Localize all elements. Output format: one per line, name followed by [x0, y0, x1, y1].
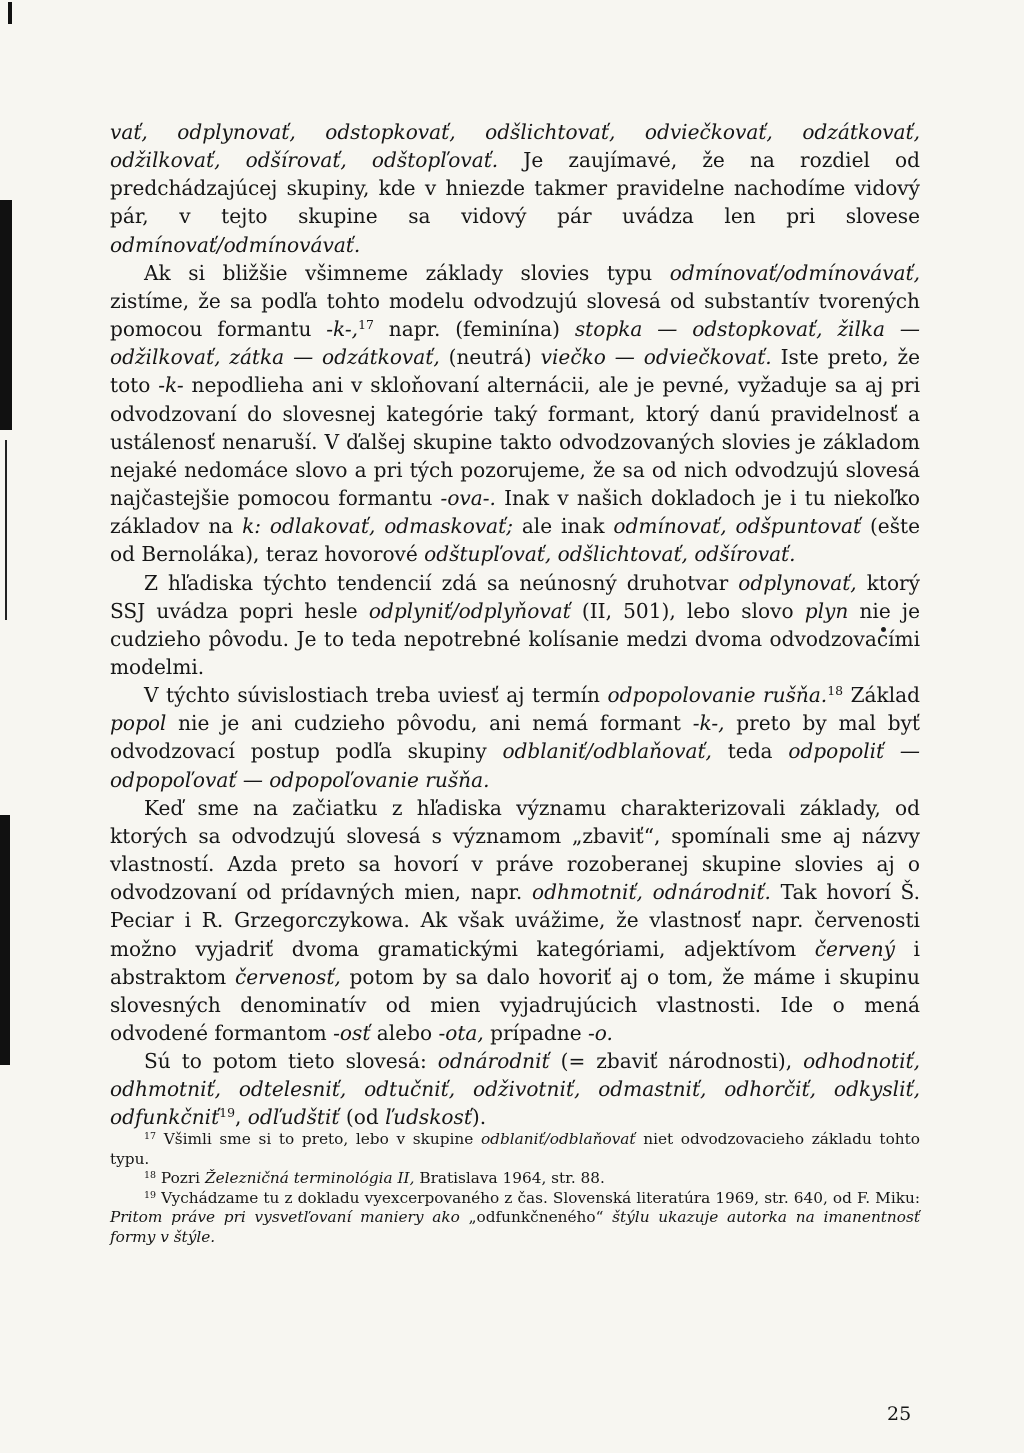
text-run: Sú to potom tieto slovesá:	[144, 1049, 438, 1074]
text-run: ale inak	[512, 514, 614, 539]
text-run: ,	[235, 1105, 248, 1130]
text-run: nepodlieha ani v skloňovaní alternácii, ale je pevné, vyžaduje sa aj pri odvodzovaní do slovesnej kategórie taký formant, ktorý danú pravidelnosť a ustálenosť nenaruší. V ďalšej skupine takto odvodzovaných slovies je základom nejaké nedomáce slovo a pri tých pozorujeme, že sa od nich odvodzujú slovesá najčastejšie pomocou formantu	[110, 373, 920, 511]
text-run: prípadne	[483, 1021, 589, 1045]
text-run: Bratislava 1964, str. 88.	[414, 1169, 605, 1188]
text-run: ktorý SSJ uvádza popri hesle	[110, 570, 921, 623]
footnote	[110, 1130, 920, 1169]
paragraph	[110, 681, 920, 794]
italic-term: odmínovať/odmínovávať,	[669, 260, 920, 285]
italic-term: -ota,	[438, 1021, 484, 1045]
text-run: (ešte od Bernoláka), teraz hovorové	[110, 514, 920, 567]
italic-term: odmínovať, odšpuntovať	[613, 514, 862, 539]
text-run: teda	[711, 739, 789, 764]
italic-term: odblaniť/odblaňovať,	[502, 739, 712, 764]
text-run: Inak v našich dokladoch je i tu niekoľko základov na	[110, 486, 920, 539]
italic-term: -o.	[588, 1021, 613, 1045]
paragraph	[110, 259, 920, 569]
footnote-ref: 17	[144, 1130, 157, 1142]
italic-term: viečko — odviečkovať.	[540, 345, 772, 370]
italic-term: odplynovať,	[738, 570, 857, 595]
text-run: (od	[339, 1105, 386, 1130]
italic-term: -ova-.	[440, 486, 496, 511]
footnote	[110, 1189, 920, 1248]
text-run: nie je ani cudzieho pôvodu, ani nemá formant	[166, 711, 693, 736]
italic-term: popol	[110, 711, 167, 736]
italic-term: plyn	[804, 598, 849, 623]
italic-term: -k-	[158, 373, 184, 398]
text-run: Pozri	[156, 1169, 205, 1188]
italic-term: odhodnotiť, odhmotniť, odtelesniť, odtučniť, odživotniť, odmastniť, odhorčiť, odkysliť, odfunkčniť	[110, 1049, 920, 1130]
text-run: alebo	[370, 1021, 439, 1045]
text-run: Základ	[843, 683, 920, 708]
scan-edge-mark-top	[0, 200, 12, 430]
paragraph	[110, 1047, 920, 1131]
text-run: Keď sme na začiatku z hľadiska významu charakterizovali základy, od ktorých sa odvodzujú slovesá s významom „zbaviť“, spomínali sme aj názvy vlastností. Azda preto sa hovorí v práve rozoberanej skupine slovies aj o odvodzovaní od prídavných mien, napr.	[110, 795, 920, 905]
italic-term: odpopoliť — odpopoľovať — odpopoľovanie rušňa.	[110, 739, 920, 792]
footnote-ref: 19	[219, 1105, 236, 1121]
text-run: potom by sa dalo hovoriť aj o tom, že máme i skupinu slovesných denominatív od mien vyjadrujúcich vlastnosti. Ide o mená odvodené formantom	[110, 964, 920, 1045]
italic-term: odblaniť/odblaňovať	[480, 1130, 636, 1148]
text-run: „odfunkčneného“	[459, 1208, 613, 1227]
italic-term: odštupľovať, odšlichtovať, odšírovať.	[424, 542, 796, 567]
text-run: (= zbaviť národnosti),	[549, 1049, 804, 1074]
italic-term: vať, odplynovať, odstopkovať, odšlichtovať, odviečkovať, odzátkovať, odžilkovať, odšírovať, odštopľovať.	[110, 120, 920, 173]
italic-term: -k-,	[326, 317, 359, 342]
italic-term: ľudskosť	[385, 1105, 472, 1130]
footnote-ref: 17	[358, 317, 374, 333]
footnote	[110, 1169, 920, 1189]
body-text	[110, 118, 920, 1132]
italic-term: Pritom práve pri vysvetľovaní maniery ako	[110, 1208, 460, 1227]
footnotes	[110, 1130, 920, 1248]
text-run: Je zaujímavé, že na rozdiel od predchádzajúcej skupiny, kde v hniezde takmer pravidelne nachodíme vidový pár, v tejto skupine sa vidový pár uvádza len pri slovese	[110, 148, 920, 229]
italic-term: Železničná terminológia II,	[204, 1169, 415, 1188]
text-run: Z hľadiska týchto tendencií zdá sa neúnosný druhotvar	[144, 570, 739, 595]
italic-term: štýlu ukazuje autorka na imanentnosť formy v štýle.	[110, 1208, 920, 1246]
text-run: Ak si bližšie všimneme základy slovies typu	[144, 260, 670, 285]
text-run: Všimli sme si to preto, lebo v skupine	[156, 1130, 481, 1148]
text-run: V týchto súvislostiach treba uviesť aj termín	[144, 683, 608, 708]
text-run: (neutrá)	[439, 345, 541, 370]
italic-term: -k-,	[692, 711, 725, 736]
paragraph	[110, 569, 920, 682]
footnote-ref: 18	[827, 683, 844, 699]
italic-term: odľudštiť	[247, 1105, 340, 1130]
italic-term: stopka — odstopkovať, žilka — odžilkovať, zátka — odzátkovať,	[110, 317, 920, 370]
scan-edge-mark-bottom	[0, 815, 10, 1065]
footnote-ref: 19	[144, 1189, 157, 1201]
text-run: Iste preto, že toto	[110, 345, 921, 398]
italic-term: k: odlakovať, odmaskovať;	[242, 514, 513, 539]
text-run: i abstraktom	[110, 936, 920, 989]
text-run: (II, 501), lebo slovo	[570, 598, 805, 623]
text-run: napr. (feminína)	[373, 317, 575, 342]
paragraph	[110, 794, 920, 1047]
italic-term: odhmotniť, odnárodniť.	[531, 880, 771, 905]
text-run: ).	[471, 1105, 487, 1130]
text-run: Tak hovorí Š. Peciar i R. Grzegorczykowa. Ak však uvážime, že vlastnosť napr. červenosti možno vyjadriť dvoma gramatickými kategóriami, adjektívom	[110, 880, 920, 961]
text-run: zistíme, že sa podľa tohto modelu odvodzujú slovesá od substantív tvorených pomocou formantu	[110, 288, 920, 342]
italic-term: odmínovať/odmínovávať.	[110, 232, 361, 257]
page-number: 25	[887, 1403, 912, 1425]
scan-edge-line	[5, 440, 7, 620]
footnote-ref: 18	[144, 1169, 157, 1181]
scan-corner-mark	[8, 2, 12, 24]
paragraph	[110, 118, 920, 259]
italic-term: odnárodniť	[437, 1049, 550, 1074]
italic-term: červený	[814, 936, 895, 961]
italic-term: odpopolovanie rušňa.	[607, 683, 828, 708]
italic-term: -osť	[333, 1021, 371, 1045]
text-run: niet odvodzovacieho základu tohto typu.	[110, 1130, 921, 1168]
text-run: nie je cudzieho pôvodu. Je to teda nepotrebné kolísanie medzi dvoma odvodzovacími modelmi.	[110, 598, 921, 679]
italic-term: červenosť,	[234, 964, 341, 989]
italic-term: odplyniť/odplyňovať	[368, 598, 571, 623]
text-run: preto by mal byť odvodzovací postup podľa skupiny	[110, 711, 921, 764]
text-run: Vychádzame tu z dokladu vyexcerpovaného z čas. Slovenská literatúra 1969, str. 640, od F. Miku:	[156, 1188, 920, 1207]
